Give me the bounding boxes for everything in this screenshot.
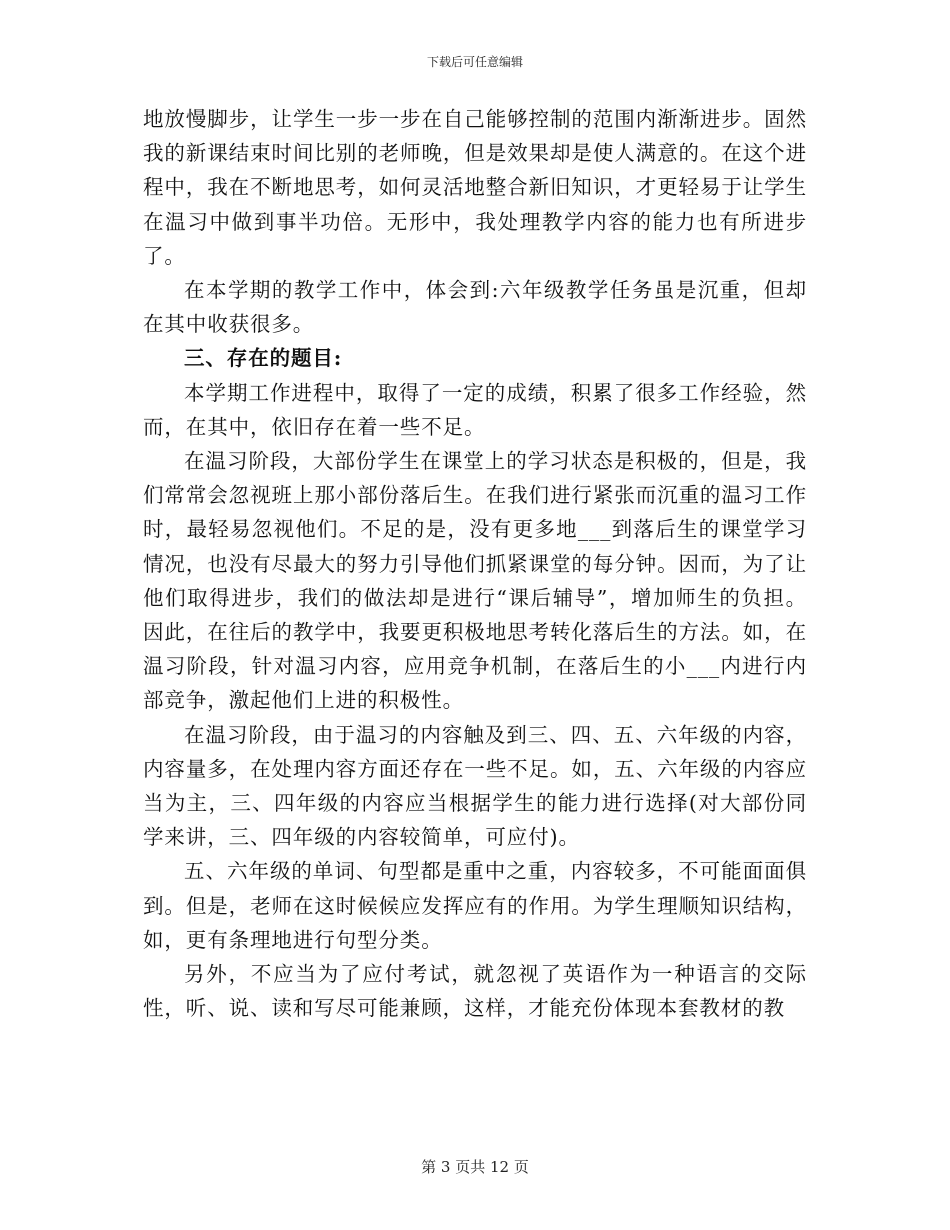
- section-heading: 三、存在的题目:: [184, 346, 343, 371]
- paragraph-review-stage: 在温习阶段，大部份学生在课堂上的学习状态是积极的，但是，我们常常会忽视班上那小部份落后生。在我们进行紧张而沉重的温习工作时，最轻易忽视他们。不足的是，没有更多地___到落后生的课堂学习情况，也没有尽最大的努力引导他们抓紧课堂的每分钟。因而，为了让他们取得进步，我们的做法却是进行“课后辅导”，增加师生的负担。因此，在往后的教学中，我要更积极地思考转化落后生的方法。如，在温习阶段，针对温习内容，应用竞争机制，在落后生的小___内进行内部竞争，激起他们上进的积极性。: [143, 449, 807, 713]
- paragraph-review-content: 在温习阶段，由于温习的内容触及到三、四、五、六年级的内容，内容量多，在处理内容方面还存在一些不足。如，五、六年级的内容应当为主，三、四年级的内容应当根据学生的能力进行选择(对大部份同学来讲，三、四年级的内容较简单，可应付)。: [143, 722, 807, 850]
- paragraph-vocabulary: 五、六年级的单词、句型都是重中之重，内容较多，不可能面面俱到。但是，老师在这时候候应发挥应有的作用。为学生理顺知识结构，如，更有条理地进行句型分类。: [143, 859, 807, 952]
- paragraph-communication: 另外，不应当为了应付考试，就忽视了英语作为一种语言的交际性，听、说、读和写尽可能兼顾，这样，才能充份体现本套教材的教: [143, 962, 807, 1021]
- page-header: 下载后可任意编辑: [426, 55, 523, 69]
- paragraph-continuation: 地放慢脚步，让学生一步一步在自己能够控制的范围内渐渐进步。固然我的新课结束时间比别的老师晚，但是效果却是使人满意的。在这个进程中，我在不断地思考，如何灵活地整合新旧知识，才更轻易于让学生在温习中做到事半功倍。无形中，我处理教学内容的能力也有所进步了。: [143, 107, 807, 268]
- paragraph-reflection: 在本学期的教学工作中，体会到:六年级教学任务虽是沉重，但却在其中收获很多。: [143, 278, 807, 337]
- page-footer: 第 3 页共 12 页: [421, 1158, 529, 1176]
- paragraph-intro: 本学期工作进程中，取得了一定的成绩，积累了很多工作经验，然而，在其中，依旧存在着一些不足。: [143, 380, 807, 439]
- document-body: [143, 102, 807, 1025]
